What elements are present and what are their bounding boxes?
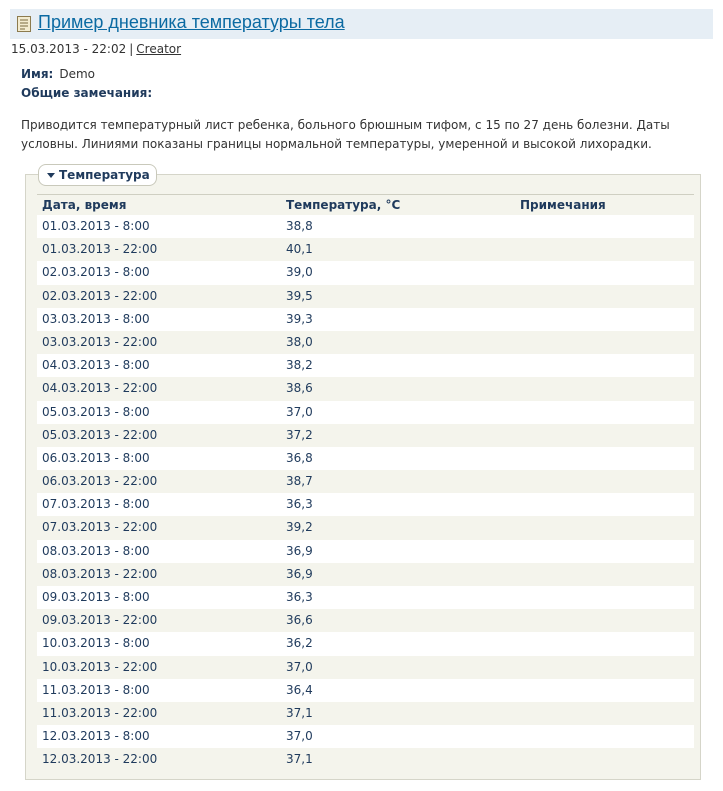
table-row: [37, 401, 694, 424]
cell-datetime: 01.03.2013 - 22:00: [42, 242, 158, 257]
table-header-row: [37, 195, 694, 215]
table-row: [37, 215, 694, 238]
table-row: [37, 354, 694, 377]
cell-temperature: 36,6: [286, 613, 313, 628]
header-temperature: Температура, °C: [286, 198, 401, 212]
table-row: [37, 748, 694, 771]
temperature-table: [37, 194, 694, 772]
cell-datetime: 07.03.2013 - 22:00: [42, 520, 158, 535]
notes-label: Общие замечания:: [21, 86, 153, 100]
title-bar: [10, 9, 713, 39]
table-row: [37, 540, 694, 563]
cell-temperature: 38,0: [286, 334, 313, 349]
cell-datetime: 03.03.2013 - 22:00: [42, 334, 158, 349]
cell-temperature: 37,0: [286, 404, 313, 419]
table-row: [37, 516, 694, 539]
cell-datetime: 04.03.2013 - 22:00: [42, 381, 158, 396]
table-row: [37, 702, 694, 725]
cell-datetime: 11.03.2013 - 22:00: [42, 705, 158, 720]
cell-datetime: 02.03.2013 - 22:00: [42, 288, 158, 303]
table-row: [37, 632, 694, 655]
table-row: [37, 308, 694, 331]
author-link[interactable]: Creator: [136, 42, 182, 56]
table-row: [37, 285, 694, 308]
table-row: [37, 424, 694, 447]
table-row: [37, 725, 694, 748]
cell-temperature: 39,3: [286, 311, 313, 326]
cell-temperature: 37,0: [286, 729, 313, 744]
name-label: Имя:: [21, 67, 54, 81]
page-title-link[interactable]: Пример дневника температуры тела: [38, 12, 345, 32]
cell-datetime: 08.03.2013 - 8:00: [42, 543, 150, 558]
table-row: [37, 586, 694, 609]
cell-temperature: 38,6: [286, 381, 313, 396]
table-row: [37, 470, 694, 493]
cell-datetime: 10.03.2013 - 22:00: [42, 659, 158, 674]
table-row: [37, 679, 694, 702]
cell-datetime: 03.03.2013 - 8:00: [42, 311, 150, 326]
cell-temperature: 37,1: [286, 752, 313, 767]
table-row: [37, 238, 694, 261]
cell-datetime: 05.03.2013 - 8:00: [42, 404, 150, 419]
header-datetime: Дата, время: [42, 198, 127, 212]
cell-temperature: 36,3: [286, 497, 313, 512]
table-row: [37, 261, 694, 284]
table-body: [37, 215, 694, 772]
notes-field: [21, 86, 152, 100]
cell-datetime: 02.03.2013 - 8:00: [42, 265, 150, 280]
cell-datetime: 04.03.2013 - 8:00: [42, 358, 150, 373]
cell-datetime: 12.03.2013 - 8:00: [42, 729, 150, 744]
temperature-fieldset: [25, 168, 701, 780]
cell-datetime: 07.03.2013 - 8:00: [42, 497, 150, 512]
cell-datetime: 05.03.2013 - 22:00: [42, 427, 158, 442]
table-row: [37, 377, 694, 400]
table-row: [37, 563, 694, 586]
post-date: 15.03.2013 - 22:02: [11, 42, 127, 56]
cell-temperature: 38,8: [286, 219, 313, 233]
cell-temperature: 37,2: [286, 427, 313, 442]
name-field: [21, 67, 95, 81]
cell-temperature: 39,0: [286, 265, 313, 280]
table-row: [37, 331, 694, 354]
cell-datetime: 09.03.2013 - 8:00: [42, 590, 150, 604]
description-text: Приводится температурный лист ребенка, больного брюшным тифом, с 15 по 27 день болезни. Даты условны. Линиями показаны границы нормальной температуры, умеренной и высокой лихорадки.: [21, 118, 670, 151]
cell-datetime: 11.03.2013 - 8:00: [42, 682, 150, 697]
cell-datetime: 06.03.2013 - 22:00: [42, 474, 158, 489]
section-legend: Температура: [59, 168, 150, 182]
table-row: [37, 609, 694, 632]
cell-temperature: 39,5: [286, 288, 313, 303]
cell-temperature: 36,8: [286, 450, 313, 465]
cell-temperature: 37,1: [286, 705, 313, 720]
cell-temperature: 36,4: [286, 682, 313, 697]
cell-temperature: 36,3: [286, 590, 313, 604]
post-meta: [11, 42, 181, 56]
cell-temperature: 36,9: [286, 566, 313, 581]
collapse-arrow-icon: [47, 173, 55, 178]
table-row: [37, 447, 694, 470]
cell-temperature: 38,7: [286, 474, 313, 489]
meta-separator: |: [129, 42, 134, 56]
cell-temperature: 38,2: [286, 358, 313, 373]
document-icon: [17, 16, 31, 32]
cell-datetime: 06.03.2013 - 8:00: [42, 450, 150, 465]
cell-temperature: 37,0: [286, 659, 313, 674]
table-row: [37, 493, 694, 516]
cell-temperature: 36,2: [286, 636, 313, 651]
name-value: Demo: [59, 67, 96, 81]
cell-temperature: 39,2: [286, 520, 313, 535]
cell-temperature: 40,1: [286, 242, 313, 257]
table-row: [37, 656, 694, 679]
header-notes: Примечания: [520, 198, 606, 212]
cell-datetime: 01.03.2013 - 8:00: [42, 219, 150, 233]
cell-datetime: 08.03.2013 - 22:00: [42, 566, 158, 581]
cell-temperature: 36,9: [286, 543, 313, 558]
temperature-section-toggle[interactable]: [38, 164, 157, 186]
cell-datetime: 12.03.2013 - 22:00: [42, 752, 158, 767]
cell-datetime: 09.03.2013 - 22:00: [42, 613, 158, 628]
cell-datetime: 10.03.2013 - 8:00: [42, 636, 150, 651]
